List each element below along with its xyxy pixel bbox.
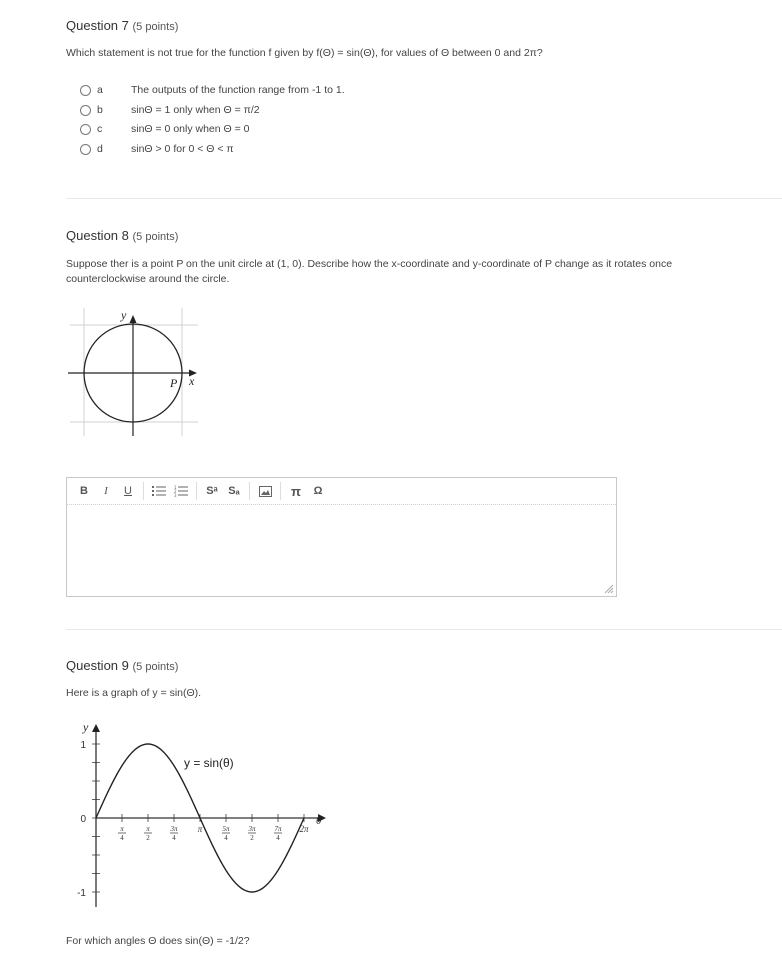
x-tick-numerator: π xyxy=(146,825,150,833)
x-tick-numerator: 2π xyxy=(299,824,309,834)
x-tick-denominator: 2 xyxy=(146,834,150,842)
q7-option-text: sinΘ = 0 only when Θ = 0 xyxy=(131,123,250,135)
q9-question: For which angles Θ does sin(Θ) = -1/2? xyxy=(66,935,250,947)
q7-option-text: sinΘ = 1 only when Θ = π/2 xyxy=(131,104,260,116)
figure-grid xyxy=(70,308,198,436)
bulleted-list-button[interactable] xyxy=(152,482,166,500)
q7-radio-b[interactable] xyxy=(80,105,91,116)
toolbar-separator xyxy=(249,482,250,500)
y-tick-label: 0 xyxy=(80,814,86,825)
x-tick-numerator: 7π xyxy=(274,825,282,833)
q7-title xyxy=(66,18,178,33)
svg-text:3: 3 xyxy=(174,493,177,497)
y-axis-arrow-icon xyxy=(130,315,137,323)
y-tick-label: 1 xyxy=(80,740,86,751)
q7-option-letter: c xyxy=(97,123,103,135)
q7-points: (5 points) xyxy=(132,21,179,33)
q7-option-letter: d xyxy=(97,143,103,155)
numbered-list-icon xyxy=(174,485,188,497)
bold-button[interactable]: B xyxy=(80,485,88,497)
q7-option-text: sinΘ > 0 for 0 < Θ < π xyxy=(131,143,234,155)
q8-title xyxy=(66,228,178,243)
q7-option-letter: b xyxy=(97,104,103,116)
q8-number: Question 8 xyxy=(66,228,129,243)
insert-symbol-button[interactable]: Ω xyxy=(313,485,323,497)
answer-editor[interactable] xyxy=(66,477,617,597)
question-divider xyxy=(66,198,782,199)
q7-option-b[interactable] xyxy=(80,102,400,118)
x-tick-numerator: 3π xyxy=(170,825,178,833)
y-tick-label: -1 xyxy=(77,888,86,899)
x-tick-label xyxy=(222,825,230,842)
toolbar-separator xyxy=(143,482,144,500)
unit-circle-figure xyxy=(66,306,200,440)
q7-option-a[interactable] xyxy=(80,82,400,98)
y-axis-arrow-icon xyxy=(92,724,100,732)
numbered-list-button[interactable] xyxy=(174,482,188,500)
x-tick-label xyxy=(169,825,178,842)
x-tick-label xyxy=(299,824,309,834)
italic-button[interactable]: I xyxy=(104,485,108,497)
q9-prompt: Here is a graph of y = sin(Θ). xyxy=(66,687,202,699)
q7-option-text: The outputs of the function range from -1 to 1. xyxy=(131,84,345,96)
x-tick-denominator: 4 xyxy=(224,834,228,842)
insert-image-button[interactable] xyxy=(258,482,272,500)
editor-toolbar xyxy=(67,478,616,505)
question-divider xyxy=(66,629,782,630)
q7-option-d[interactable] xyxy=(80,141,400,157)
x-tick-denominator: 4 xyxy=(276,834,280,842)
x-tick-numerator: π xyxy=(120,825,124,833)
x-tick-numerator: 3π xyxy=(248,825,256,833)
toolbar-separator xyxy=(196,482,197,500)
y-axis-label: y xyxy=(121,308,127,322)
sine-chart xyxy=(60,712,340,912)
underline-button[interactable]: U xyxy=(124,485,132,497)
subscript-button[interactable]: Sₐ xyxy=(228,485,240,497)
x-tick-label xyxy=(274,825,282,842)
svg-text:1: 1 xyxy=(174,485,177,490)
x-tick-label xyxy=(247,825,256,842)
bulleted-list-icon xyxy=(152,485,166,497)
resize-handle-icon[interactable] xyxy=(604,584,614,594)
q8-points: (5 points) xyxy=(132,231,179,243)
q7-prompt: Which statement is not true for the function f given by f(Θ) = sin(Θ), for values of Θ between 0 and 2π? xyxy=(66,47,543,59)
x-tick-numerator: π xyxy=(197,824,203,834)
q7-number: Question 7 xyxy=(66,18,129,33)
insert-pi-button[interactable]: π xyxy=(291,483,301,499)
x-tick-numerator: 5π xyxy=(222,825,230,833)
x-axis-label: θ xyxy=(316,815,322,827)
curve-label: y = sin(θ) xyxy=(184,756,234,770)
q7-option-letter: a xyxy=(97,84,103,96)
x-tick-labels xyxy=(118,824,309,842)
q9-points: (5 points) xyxy=(132,661,179,673)
q7-option-c[interactable] xyxy=(80,121,400,137)
q9-title xyxy=(66,658,178,673)
q7-radio-c[interactable] xyxy=(80,124,91,135)
x-tick-denominator: 4 xyxy=(172,834,176,842)
x-tick-denominator: 2 xyxy=(250,834,254,842)
y-axis-label: y xyxy=(83,720,89,734)
q8-prompt: Suppose ther is a point P on the unit circle at (1, 0). Describe how the x-coordinate and y-coordinate of P change as it rotates once counterclockwise around the circle. xyxy=(66,258,673,285)
y-tick-labels xyxy=(77,740,86,899)
toolbar-separator xyxy=(280,482,281,500)
x-tick-label xyxy=(198,824,203,834)
x-axis-label: x xyxy=(189,374,195,388)
svg-text:2: 2 xyxy=(174,489,177,494)
x-tick-label xyxy=(144,825,152,842)
x-tick-label xyxy=(118,825,126,842)
q9-number: Question 9 xyxy=(66,658,129,673)
x-tick-denominator: 4 xyxy=(120,834,124,842)
superscript-button[interactable]: Sᵃ xyxy=(206,485,218,497)
image-icon xyxy=(259,486,272,497)
q7-radio-a[interactable] xyxy=(80,85,91,96)
q7-radio-d[interactable] xyxy=(80,144,91,155)
point-p-label: P xyxy=(170,376,178,390)
